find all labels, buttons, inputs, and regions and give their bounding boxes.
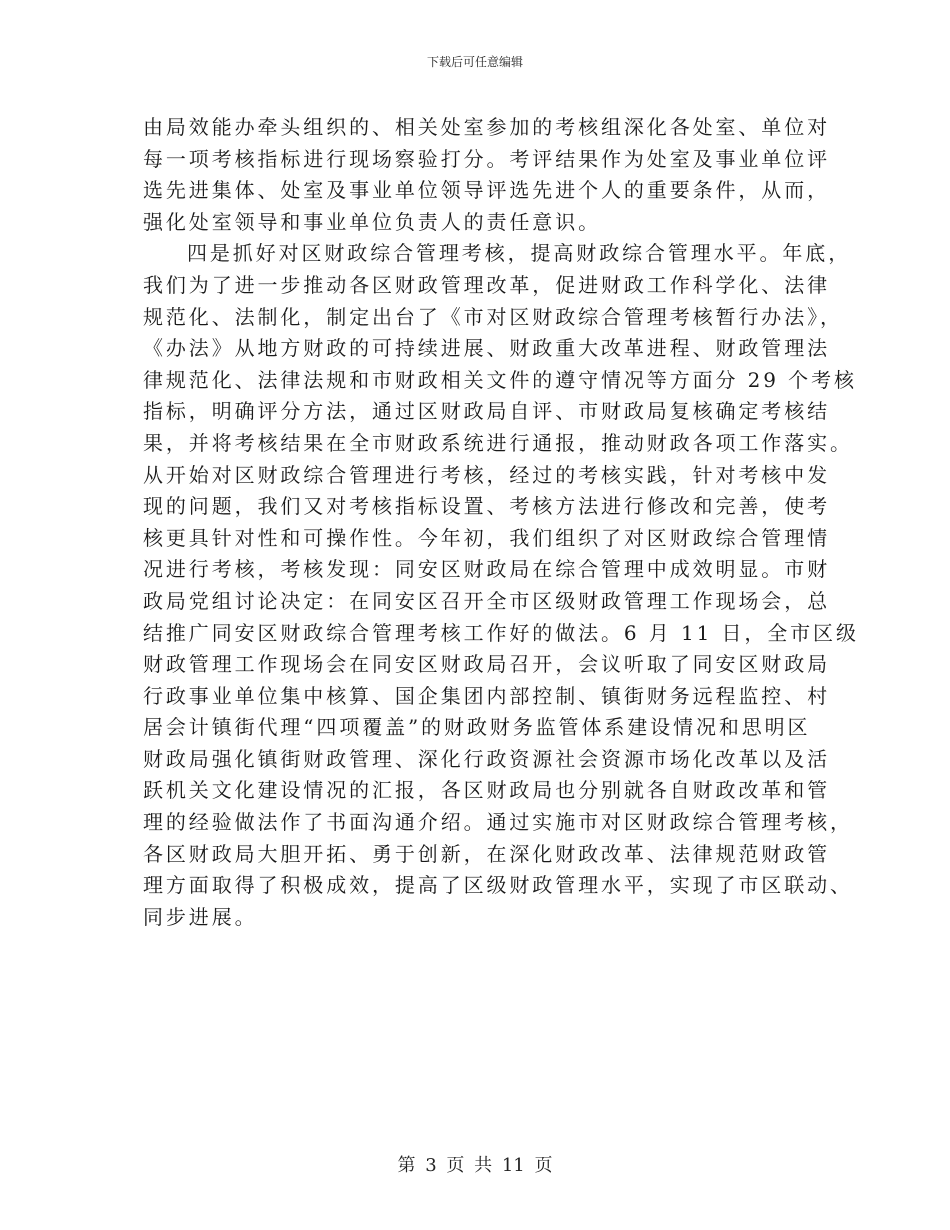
text-line: 同步进展。 (143, 904, 258, 929)
text-line: 律规范化、法律法规和市财政相关文件的遵守情况等方面分 29 个考核 (143, 367, 857, 392)
text-line: 果，并将考核结果在全市财政系统进行通报，推动财政各项工作落实。 (143, 430, 853, 455)
text-line: 由局效能办牵头组织的、相关处室参加的考核组深化各处室、单位对 (143, 115, 830, 139)
text-line: 况进行考核，考核发现：同安区财政局在综合管理中成效明显。市财 (143, 557, 830, 582)
text-line: 行政事业单位集中核算、国企集团内部控制、镇街财务远程监控、村 (143, 683, 830, 708)
text-line: 政局党组讨论决定：在同安区召开全市区级财政管理工作现场会，总 (143, 588, 830, 613)
text-line: 居会计镇街代理“四项覆盖”的财政财务监管体系建设情况和思明区 (143, 715, 811, 740)
text-line: 规范化、法制化，制定出台了《市对区财政综合管理考核暂行办法》， (143, 304, 843, 329)
text-line: 理的经验做法作了书面沟通介绍。通过实施市对区财政综合管理考核， (143, 810, 853, 835)
text-line: 指标，明确评分方法，通过区财政局自评、市财政局复核确定考核结 (143, 399, 830, 424)
text-line: 跃机关文化建设情况的汇报，各区财政局也分别就各自财政改革和管 (143, 778, 830, 803)
text-line: 核更具针对性和可操作性。今年初，我们组织了对区财政综合管理情 (143, 525, 830, 550)
text-line: 结推广同安区财政综合管理考核工作好的做法。6 月 11 日，全市区级 (143, 620, 859, 645)
text-line: 从开始对区财政综合管理进行考核，经过的考核实践，针对考核中发 (143, 462, 830, 487)
paragraph-start-line: 四是抓好对区财政综合管理考核，提高财政综合管理水平。年底， (187, 241, 852, 266)
body-text (143, 112, 859, 933)
text-line: 每一项考核指标进行现场察验打分。考评结果作为处室及事业单位评 (143, 146, 830, 171)
text-line: 强化处室领导和事业单位负责人的责任意识。 (143, 209, 601, 234)
text-line: 我们为了进一步推动各区财政管理改革，促进财政工作科学化、法律 (143, 272, 830, 297)
text-line: 理方面取得了积极成效，提高了区级财政管理水平，实现了市区联动、 (143, 873, 853, 898)
text-line: 财政局强化镇街财政管理、深化行政资源社会资源市场化改革以及活 (143, 746, 830, 771)
page-header: 下载后可任意编辑 (426, 55, 523, 69)
text-line: 现的问题，我们又对考核指标设置、考核方法进行修改和完善，使考 (143, 494, 830, 519)
page-number-footer: 第 3 页 共 11 页 (397, 1155, 553, 1176)
text-line: 各区财政局大胆开拓、勇于创新，在深化财政改革、法律规范财政管 (143, 841, 830, 866)
text-line: 选先进集体、处室及事业单位领导评选先进个人的重要条件，从而， (143, 178, 830, 203)
text-line: 财政管理工作现场会在同安区财政局召开，会议听取了同安区财政局 (143, 652, 830, 677)
text-line: 《办法》从地方财政的可持续进展、财政重大改革进程、财政管理法 (143, 336, 830, 361)
